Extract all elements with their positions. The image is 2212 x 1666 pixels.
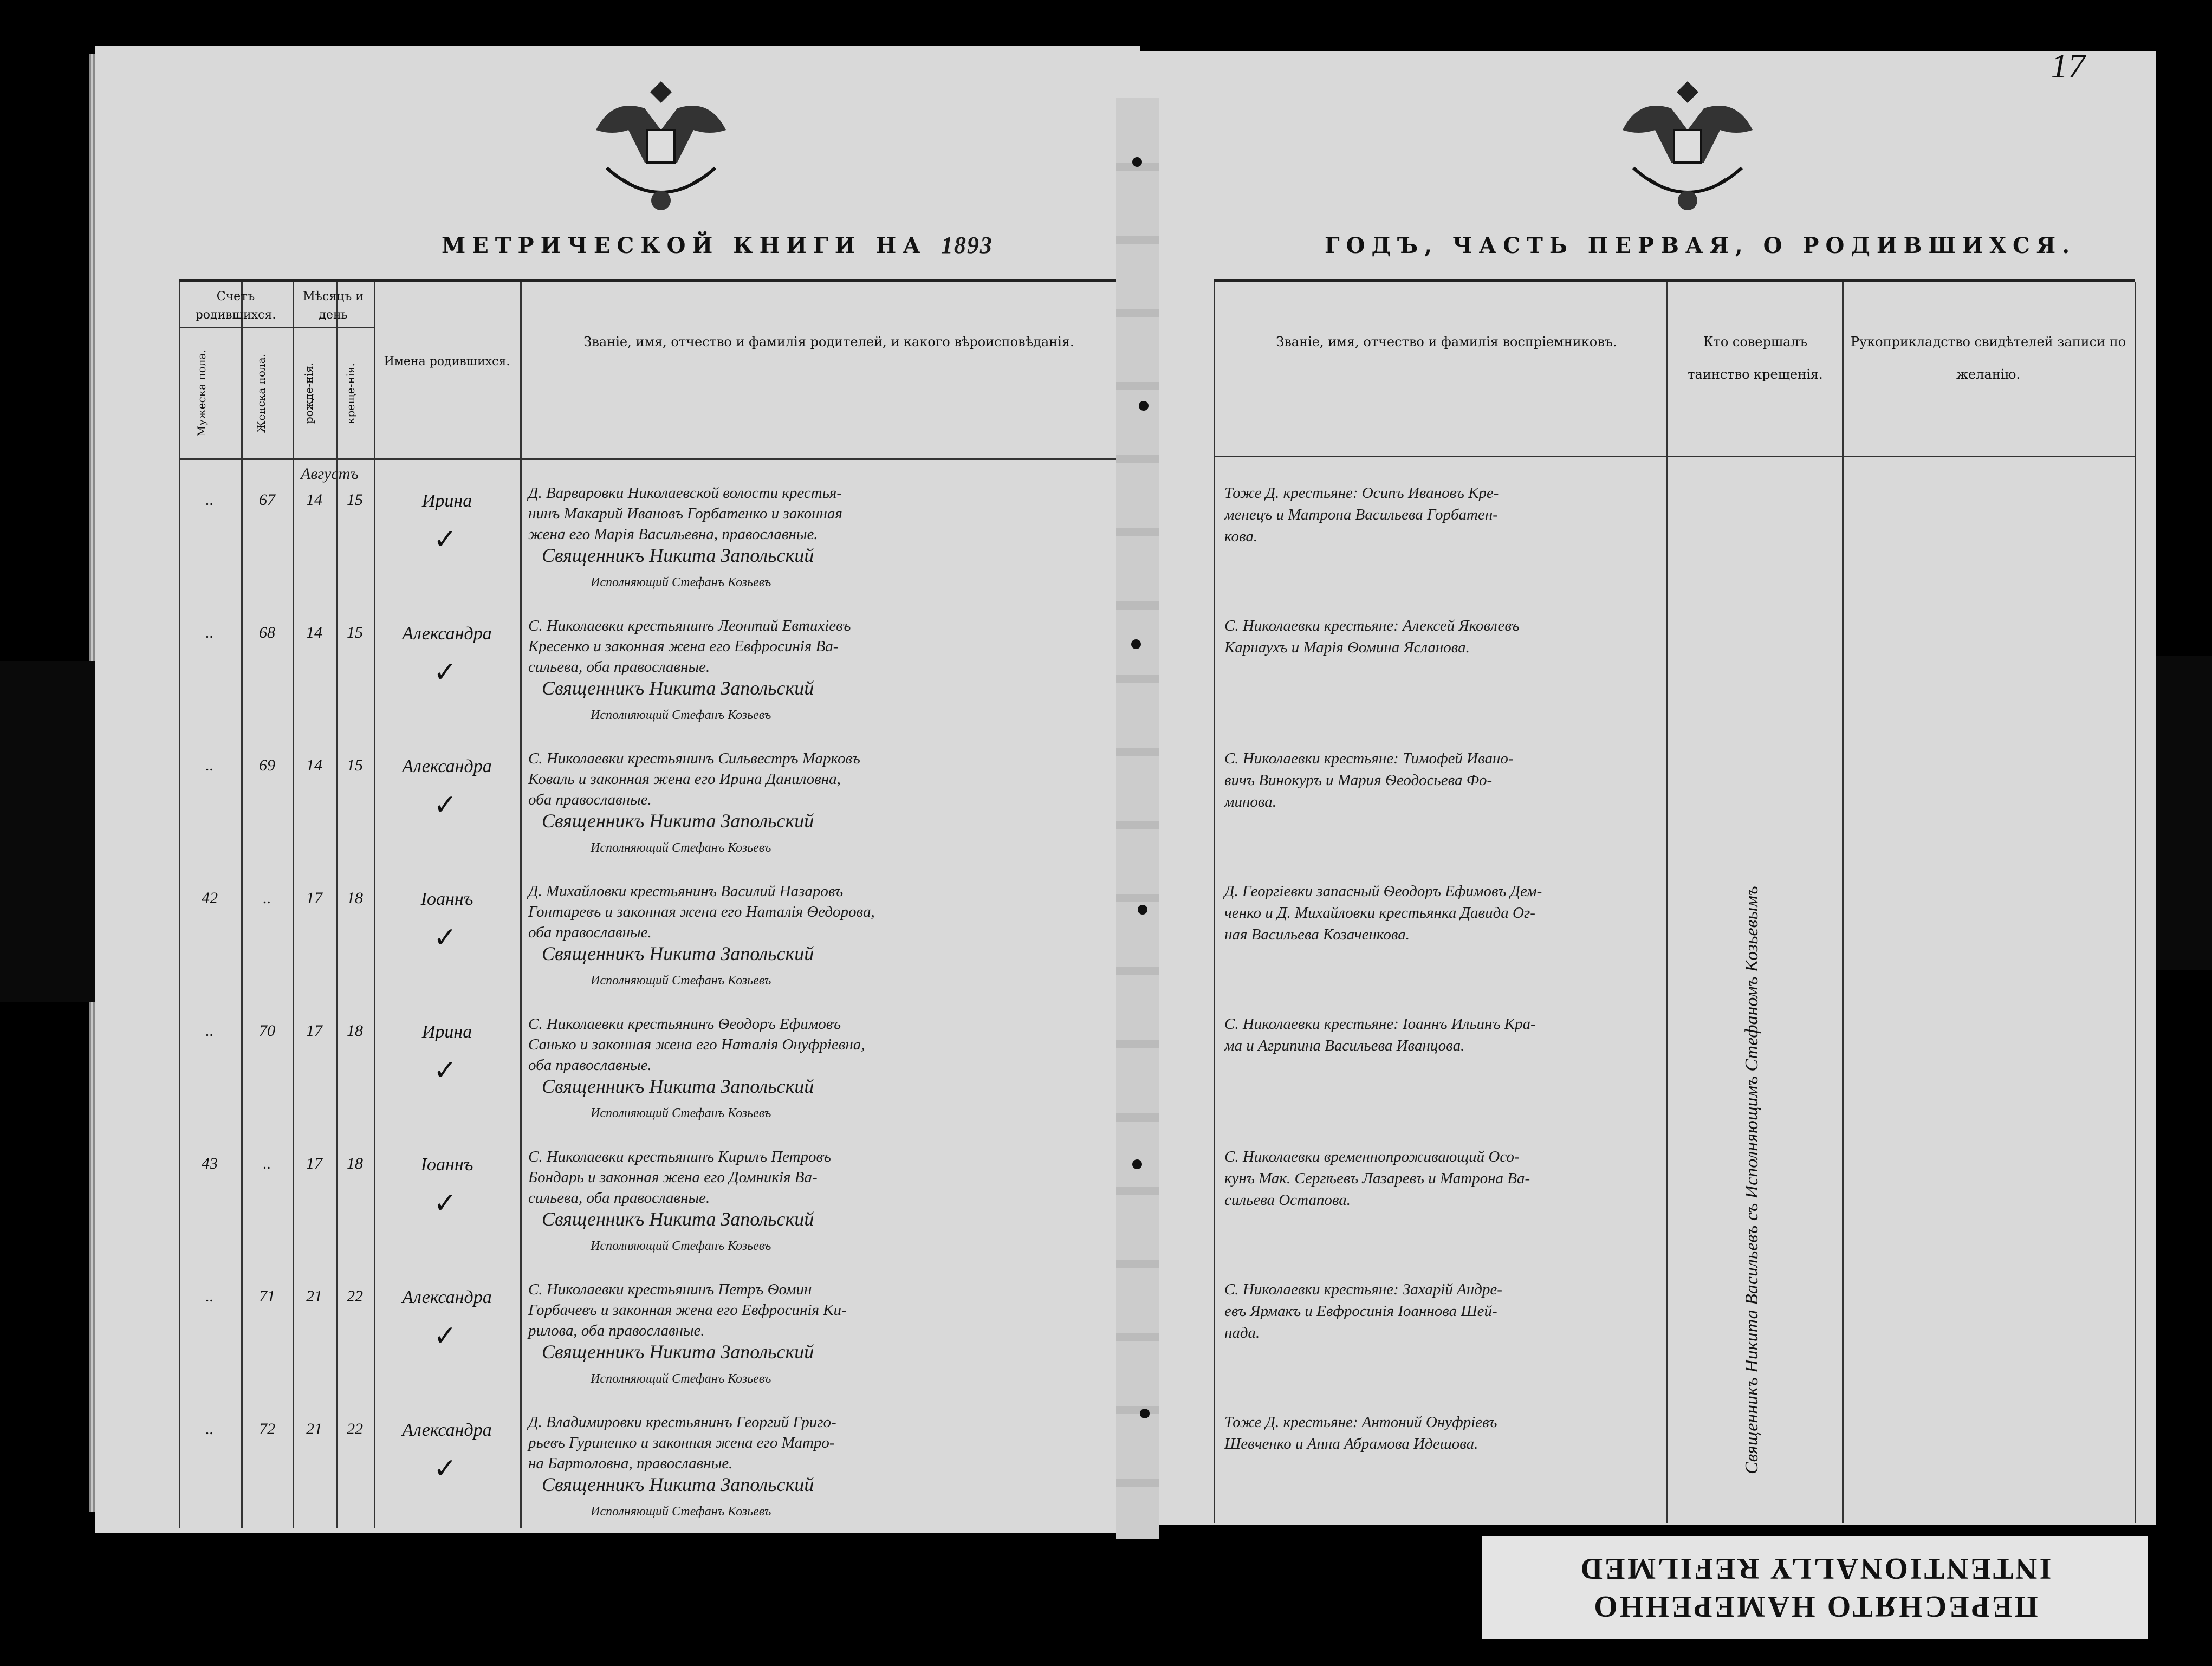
female-count: .. (263, 889, 271, 907)
godparents-line: вичъ Винокуръ и Мария Ѳеодосьева Фо- (1224, 772, 1493, 789)
header-birth: рожде-нія. (302, 362, 315, 424)
baptism-day: 18 (347, 1155, 363, 1172)
right-page (1140, 51, 2156, 1525)
godparents-line: С. Николаевки крестьяне: Алексей Яковлевъ (1224, 617, 1520, 634)
parents-line: Кресенко и законная жена его Евфросинія Ва- (528, 638, 839, 655)
male-count: .. (205, 624, 214, 641)
priest-signature: Священникъ Никита Запольский (542, 943, 814, 964)
parents-line: С. Николаевки крестьянинъ Ѳеодоръ Ефимовъ (528, 1015, 841, 1033)
child-name: Александра (402, 1287, 492, 1307)
godparents-line: С. Николаевки крестьяне: Тимофей Ивано- (1224, 750, 1514, 767)
birth-day: 17 (306, 1022, 322, 1040)
birth-day: 21 (306, 1420, 322, 1438)
parents-line: Бондарь и законная жена его Домникія Ва- (528, 1169, 818, 1186)
godparents-line: нада. (1224, 1324, 1260, 1341)
male-count: .. (205, 1420, 214, 1438)
godparents-line: С. Николаевки крестьяне: Іоаннъ Ильинъ Кра- (1224, 1015, 1536, 1033)
check-mark: ✓ (433, 1453, 457, 1485)
parents-line: сильева, оба православные. (528, 1189, 710, 1207)
parents-line: Д. Владимировки крестьянинъ Георгий Григо- (528, 1414, 836, 1431)
parents-line: Д. Варваровки Николаевской волости крестья- (528, 484, 842, 502)
parents-line: Коваль и законная жена его Ирина Даниловна, (528, 770, 841, 788)
godparents-line: ченко и Д. Михайловки крестьянка Давида Ог- (1224, 904, 1535, 922)
godparents-line: кова. (1224, 528, 1258, 545)
check-mark: ✓ (433, 922, 457, 954)
deacon-signature: Исполняющий Стефанъ Козьевъ (591, 1505, 771, 1519)
month-label: Августъ (301, 465, 359, 483)
header-priest: Кто совершалъ таинство крещенія. (1688, 334, 1823, 382)
female-count: 68 (259, 624, 275, 641)
left-page (95, 46, 1140, 1533)
child-name: Ирина (421, 1022, 472, 1042)
baptism-day: 18 (347, 889, 363, 907)
priest-signature: Священникъ Никита Запольский (542, 1075, 814, 1097)
birth-day: 17 (306, 889, 322, 907)
stamp-line-1: ПЕРЕСНЯТО НАМЕРЕННО (1592, 1590, 2038, 1623)
header-male: Мужеска пола. (195, 349, 208, 437)
birth-day: 21 (306, 1287, 322, 1305)
header-female: Женска пола. (255, 354, 268, 433)
parents-line: Горбачевъ и законная жена его Евфросинія Ки- (528, 1301, 847, 1319)
register-title-left: МЕТРИЧЕСКОЙ КНИГИ НА (442, 233, 927, 258)
baptism-day: 22 (347, 1287, 363, 1305)
female-count: 72 (259, 1420, 275, 1438)
godparents-line: сильева Остапова. (1224, 1191, 1351, 1209)
baptism-day: 15 (347, 756, 363, 774)
male-count: .. (205, 1287, 214, 1305)
godparents-line: менецъ и Матрона Васильева Горбатен- (1224, 506, 1498, 523)
priest-signature: Священникъ Никита Запольский (542, 1208, 814, 1230)
baptism-day: 18 (347, 1022, 363, 1040)
godparents-line: Тоже Д. крестьяне: Осипъ Ивановъ Кре- (1224, 484, 1499, 502)
godparents-line: Шевченко и Анна Абрамова Идешова. (1224, 1435, 1478, 1453)
priest-signature: Священникъ Никита Запольский (542, 810, 814, 832)
parents-line: С. Николаевки крестьянинъ Леонтий Евтихіевъ (528, 617, 851, 634)
godparents-line: кунъ Мак. Сергѣевъ Лазаревъ и Матрона Ва- (1224, 1170, 1530, 1187)
header-month-day: Мѣсяцъ и день (303, 290, 364, 322)
parents-line: рьевъ Гуриненко и законная жена его Матро- (528, 1434, 835, 1451)
godparents-line: С. Николаевки крестьяне: Захарій Андре- (1224, 1281, 1502, 1298)
parents-line: С. Николаевки крестьянинъ Кирилъ Петровъ (528, 1148, 831, 1165)
register-year: 1893 (940, 232, 993, 258)
parents-line: оба православные. (528, 791, 652, 808)
male-count: 42 (202, 889, 218, 907)
parents-line: на Бартоловна, православные. (528, 1455, 733, 1472)
male-count: .. (205, 1022, 214, 1040)
check-mark: ✓ (433, 656, 457, 689)
godparents-line: Карнаухъ и Марія Ѳомина Ясланова. (1224, 639, 1470, 656)
check-mark: ✓ (433, 789, 457, 821)
birth-day: 14 (306, 756, 322, 774)
deacon-signature: Исполняющий Стефанъ Козьевъ (591, 1372, 771, 1386)
child-name: Александра (402, 624, 492, 644)
child-name: Іоаннъ (420, 1155, 473, 1175)
refilmed-stamp (1482, 1536, 2148, 1639)
parents-line: оба православные. (528, 1056, 652, 1074)
double-headed-eagle-icon (574, 70, 748, 222)
priest-signature: Священникъ Никита Запольский (542, 544, 814, 566)
godparents-line: ма и Агрипина Васильева Иванцова. (1224, 1037, 1465, 1054)
header-signatures: Рукоприкладство свидѣтелей записи по желанію. (1850, 334, 2126, 382)
parents-line: Санько и законная жена его Наталія Онуфріевна, (528, 1036, 865, 1053)
baptism-day: 22 (347, 1420, 363, 1438)
stamp-line-2: INTENTIONALLY REFILMED (1578, 1552, 2052, 1585)
right-shadow (2156, 656, 2212, 970)
male-count: 43 (202, 1155, 218, 1172)
header-count: Счетъ родившихся. (195, 290, 276, 322)
female-count: .. (263, 1155, 271, 1172)
priest-signature: Священникъ Никита Запольский (542, 1341, 814, 1363)
female-count: 71 (259, 1287, 275, 1305)
left-shadow (0, 661, 95, 1002)
deacon-signature: Исполняющий Стефанъ Козьевъ (591, 974, 771, 988)
child-name: Ирина (421, 491, 472, 511)
baptism-day: 15 (347, 624, 363, 641)
godparents-line: минова. (1224, 793, 1277, 811)
right-register-table (1214, 279, 2135, 1523)
godparents-line: ная Васильева Козаченкова. (1224, 926, 1410, 943)
parents-line: Гонтаревъ и законная жена его Наталія Ѳедорова, (528, 903, 875, 920)
birth-day: 17 (306, 1155, 322, 1172)
priest-signature: Священникъ Никита Запольский (542, 1474, 814, 1495)
page-number: 17 (2051, 51, 2085, 85)
register-title-right: ГОДЪ, ЧАСТЬ ПЕРВАЯ, О РОДИВШИХСЯ. (1325, 233, 2077, 258)
male-count: .. (205, 491, 214, 509)
female-count: 70 (259, 1022, 275, 1040)
deacon-signature: Исполняющий Стефанъ Козьевъ (591, 841, 771, 855)
child-name: Александра (402, 756, 492, 776)
deacon-signature: Исполняющий Стефанъ Козьевъ (591, 1106, 771, 1120)
double-headed-eagle-icon (1601, 70, 1774, 222)
check-mark: ✓ (433, 1054, 457, 1087)
godparents-line: Тоже Д. крестьяне: Антоний Онуфріевъ (1224, 1414, 1497, 1431)
parents-line: рилова, оба православные. (528, 1322, 705, 1339)
godparents-line: евъ Ярмакъ и Евфросинія Іоаннова Шей- (1224, 1302, 1497, 1320)
godparents-line: Д. Георгіевки запасный Ѳеодоръ Ефимовъ Дем- (1224, 883, 1542, 900)
priest-signature: Священникъ Никита Запольский (542, 677, 814, 699)
parents-line: С. Николаевки крестьянинъ Сильвестръ Марковъ (528, 750, 860, 767)
header-baptism: креще-нія. (344, 362, 357, 424)
priest-note: Священникъ Никита Васильевъ съ Исполняющимъ Стефаномъ Козьевымъ (1742, 886, 1762, 1474)
parents-line: нинъ Макарий Ивановъ Горбатенко и законная (528, 505, 842, 522)
check-mark: ✓ (433, 1187, 457, 1220)
parents-line: жена его Марія Васильевна, православные. (528, 526, 818, 543)
header-parents: Званіе, имя, отчество и фамилія родителей, и какого вѣроисповѣданія. (583, 334, 1074, 349)
birth-day: 14 (306, 491, 322, 509)
check-mark: ✓ (433, 1320, 457, 1352)
parents-line: Д. Михайловки крестьянинъ Василий Назаровъ (528, 883, 844, 900)
left-register-table (179, 279, 1140, 1528)
female-count: 67 (259, 491, 275, 509)
male-count: .. (205, 756, 214, 774)
header-names: Имена родившихся. (384, 355, 510, 368)
parents-line: оба православные. (528, 924, 652, 941)
child-name: Іоаннъ (420, 889, 473, 909)
deacon-signature: Исполняющий Стефанъ Козьевъ (591, 1239, 771, 1253)
birth-day: 14 (306, 624, 322, 641)
header-godparents: Званіе, имя, отчество и фамилія воспріемниковъ. (1276, 334, 1617, 349)
baptism-day: 15 (347, 491, 363, 509)
parents-line: сильева, оба православные. (528, 658, 710, 676)
check-mark: ✓ (433, 523, 457, 556)
child-name: Александра (402, 1420, 492, 1440)
book-binding (1116, 98, 1159, 1539)
female-count: 69 (259, 756, 275, 774)
deacon-signature: Исполняющий Стефанъ Козьевъ (591, 575, 771, 589)
parents-line: С. Николаевки крестьянинъ Петръ Ѳомин (528, 1281, 812, 1298)
deacon-signature: Исполняющий Стефанъ Козьевъ (591, 708, 771, 722)
godparents-line: С. Николаевки временнопроживающий Осо- (1224, 1148, 1520, 1165)
